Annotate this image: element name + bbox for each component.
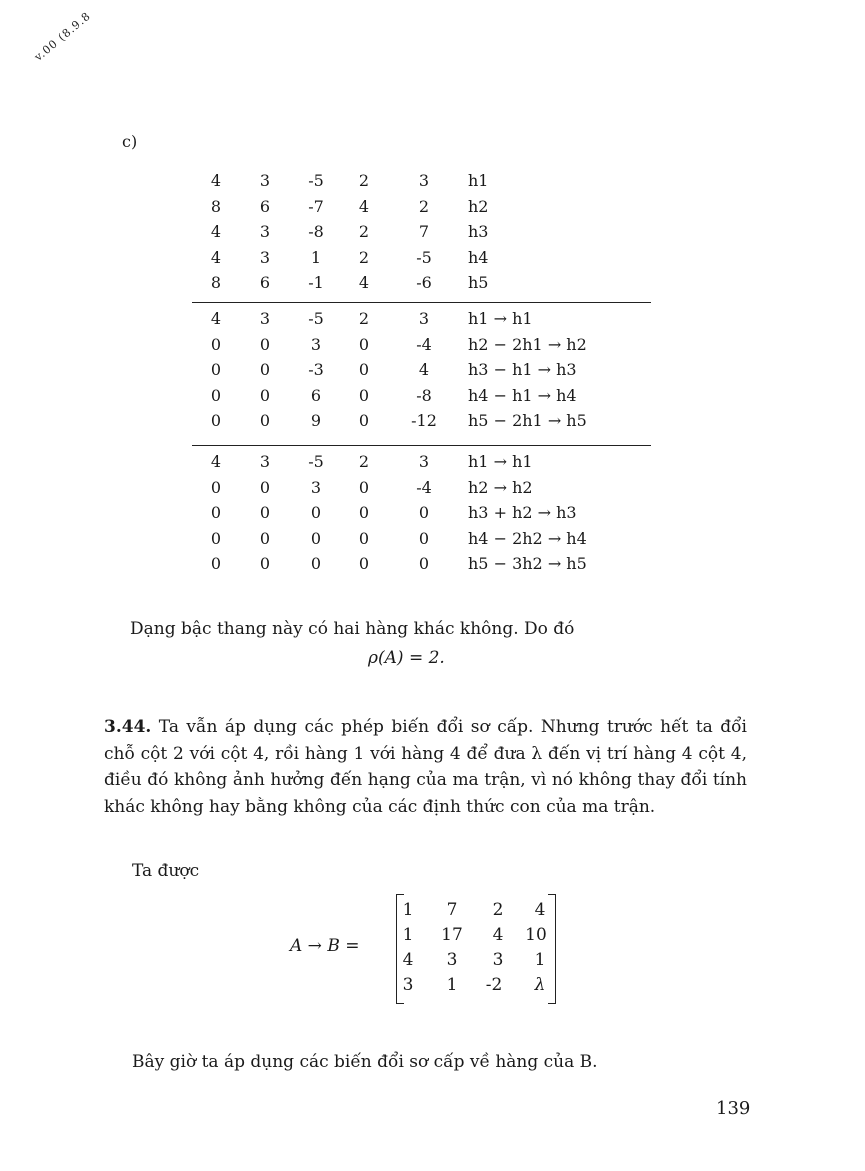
rank-formula: ρ(A) = 2. [368, 648, 445, 668]
table-row: 0 0 9 0 -12 h5 − 2h1 → h5 [210, 411, 587, 430]
matrix-cell: 4 [402, 950, 414, 970]
table-row: 0 0 -3 0 4 h3 − h1 → h3 [210, 360, 577, 379]
matrix-cell: 7 [446, 900, 458, 920]
divider-2 [192, 445, 651, 446]
table-row: 8 6 -7 4 2 h2 [210, 196, 489, 216]
matrix-cell: 1 [402, 925, 414, 945]
table-row: 4 3 -8 2 7 h3 [210, 222, 489, 241]
table-row: 4 3 -5 2 3 h1 → h1 [210, 452, 533, 471]
page-number: 139 [716, 1098, 751, 1119]
table-row: 0 0 0 0 0 h5 − 3h2 → h5 [210, 554, 587, 573]
table-row: 0 0 0 0 0 h4 − 2h2 → h4 [210, 528, 587, 548]
matrix-cell: 1 [402, 900, 414, 920]
problem-paragraph [104, 714, 747, 820]
problem-text: Ta vẫn áp dụng các phép biến đổi sơ cấp. Nhưng trước hết ta đổi chỗ cột 2 với cột 4, rồi hàng 1 với hàng 4 để đưa λ đến vị trí hàng 4 cột 4, điều đó không ảnh hưởng đến hạng của ma trận, vì nó không thay đổi tính khác không hay bằng không của các định thức con của ma trận. [104, 717, 747, 817]
table-row: 4 3 -5 2 3 h1 → h1 [210, 309, 533, 328]
matrix-cell: 2 [492, 900, 504, 920]
conclusion-text: Dạng bậc thang này có hai hàng khác không. Do đó [130, 619, 575, 639]
final-text: Bây giờ ta áp dụng các biến đổi sơ cấp về hàng của B. [132, 1052, 598, 1072]
matrix-cell: -2 [485, 975, 503, 995]
matrix-cell: 10 [525, 925, 547, 945]
table-row: 0 0 6 0 -8 h4 − h1 → h4 [210, 385, 577, 405]
table-row: 4 3 -5 2 3 h1 [210, 171, 489, 190]
divider-1 [192, 302, 651, 303]
matrix-cell: 1 [446, 975, 458, 995]
matrix-block-1 [192, 168, 654, 296]
matrix-block-2 [192, 306, 654, 434]
table-row: 8 6 -1 4 -6 h5 [210, 273, 489, 292]
matrix-cell: 3 [492, 950, 504, 970]
we-get-text: Ta được [132, 861, 200, 881]
matrix-cell: 17 [441, 925, 463, 945]
table-row: 0 0 3 0 -4 h2 − 2h1 → h2 [210, 334, 587, 354]
matrix-cell: 4 [492, 925, 504, 945]
part-label: c) [122, 132, 138, 151]
matrix-block-3 [192, 449, 654, 577]
matrix-b [396, 894, 556, 1002]
problem-number: 3.44. [104, 717, 152, 737]
matrix-cell: 3 [402, 975, 414, 995]
corner-scribble: v.00 (8.9.8 [31, 9, 94, 64]
matrix-cell: 1 [534, 950, 546, 970]
matrix-label: A → B = [290, 936, 360, 956]
table-row: 0 0 0 0 0 h3 + h2 → h3 [210, 503, 577, 522]
matrix-cell: λ [534, 975, 546, 995]
table-row: 4 3 1 2 -5 h4 [210, 247, 489, 267]
matrix-cell: 3 [446, 950, 458, 970]
table-row: 0 0 3 0 -4 h2 → h2 [210, 477, 533, 497]
matrix-cell: 4 [534, 900, 546, 920]
